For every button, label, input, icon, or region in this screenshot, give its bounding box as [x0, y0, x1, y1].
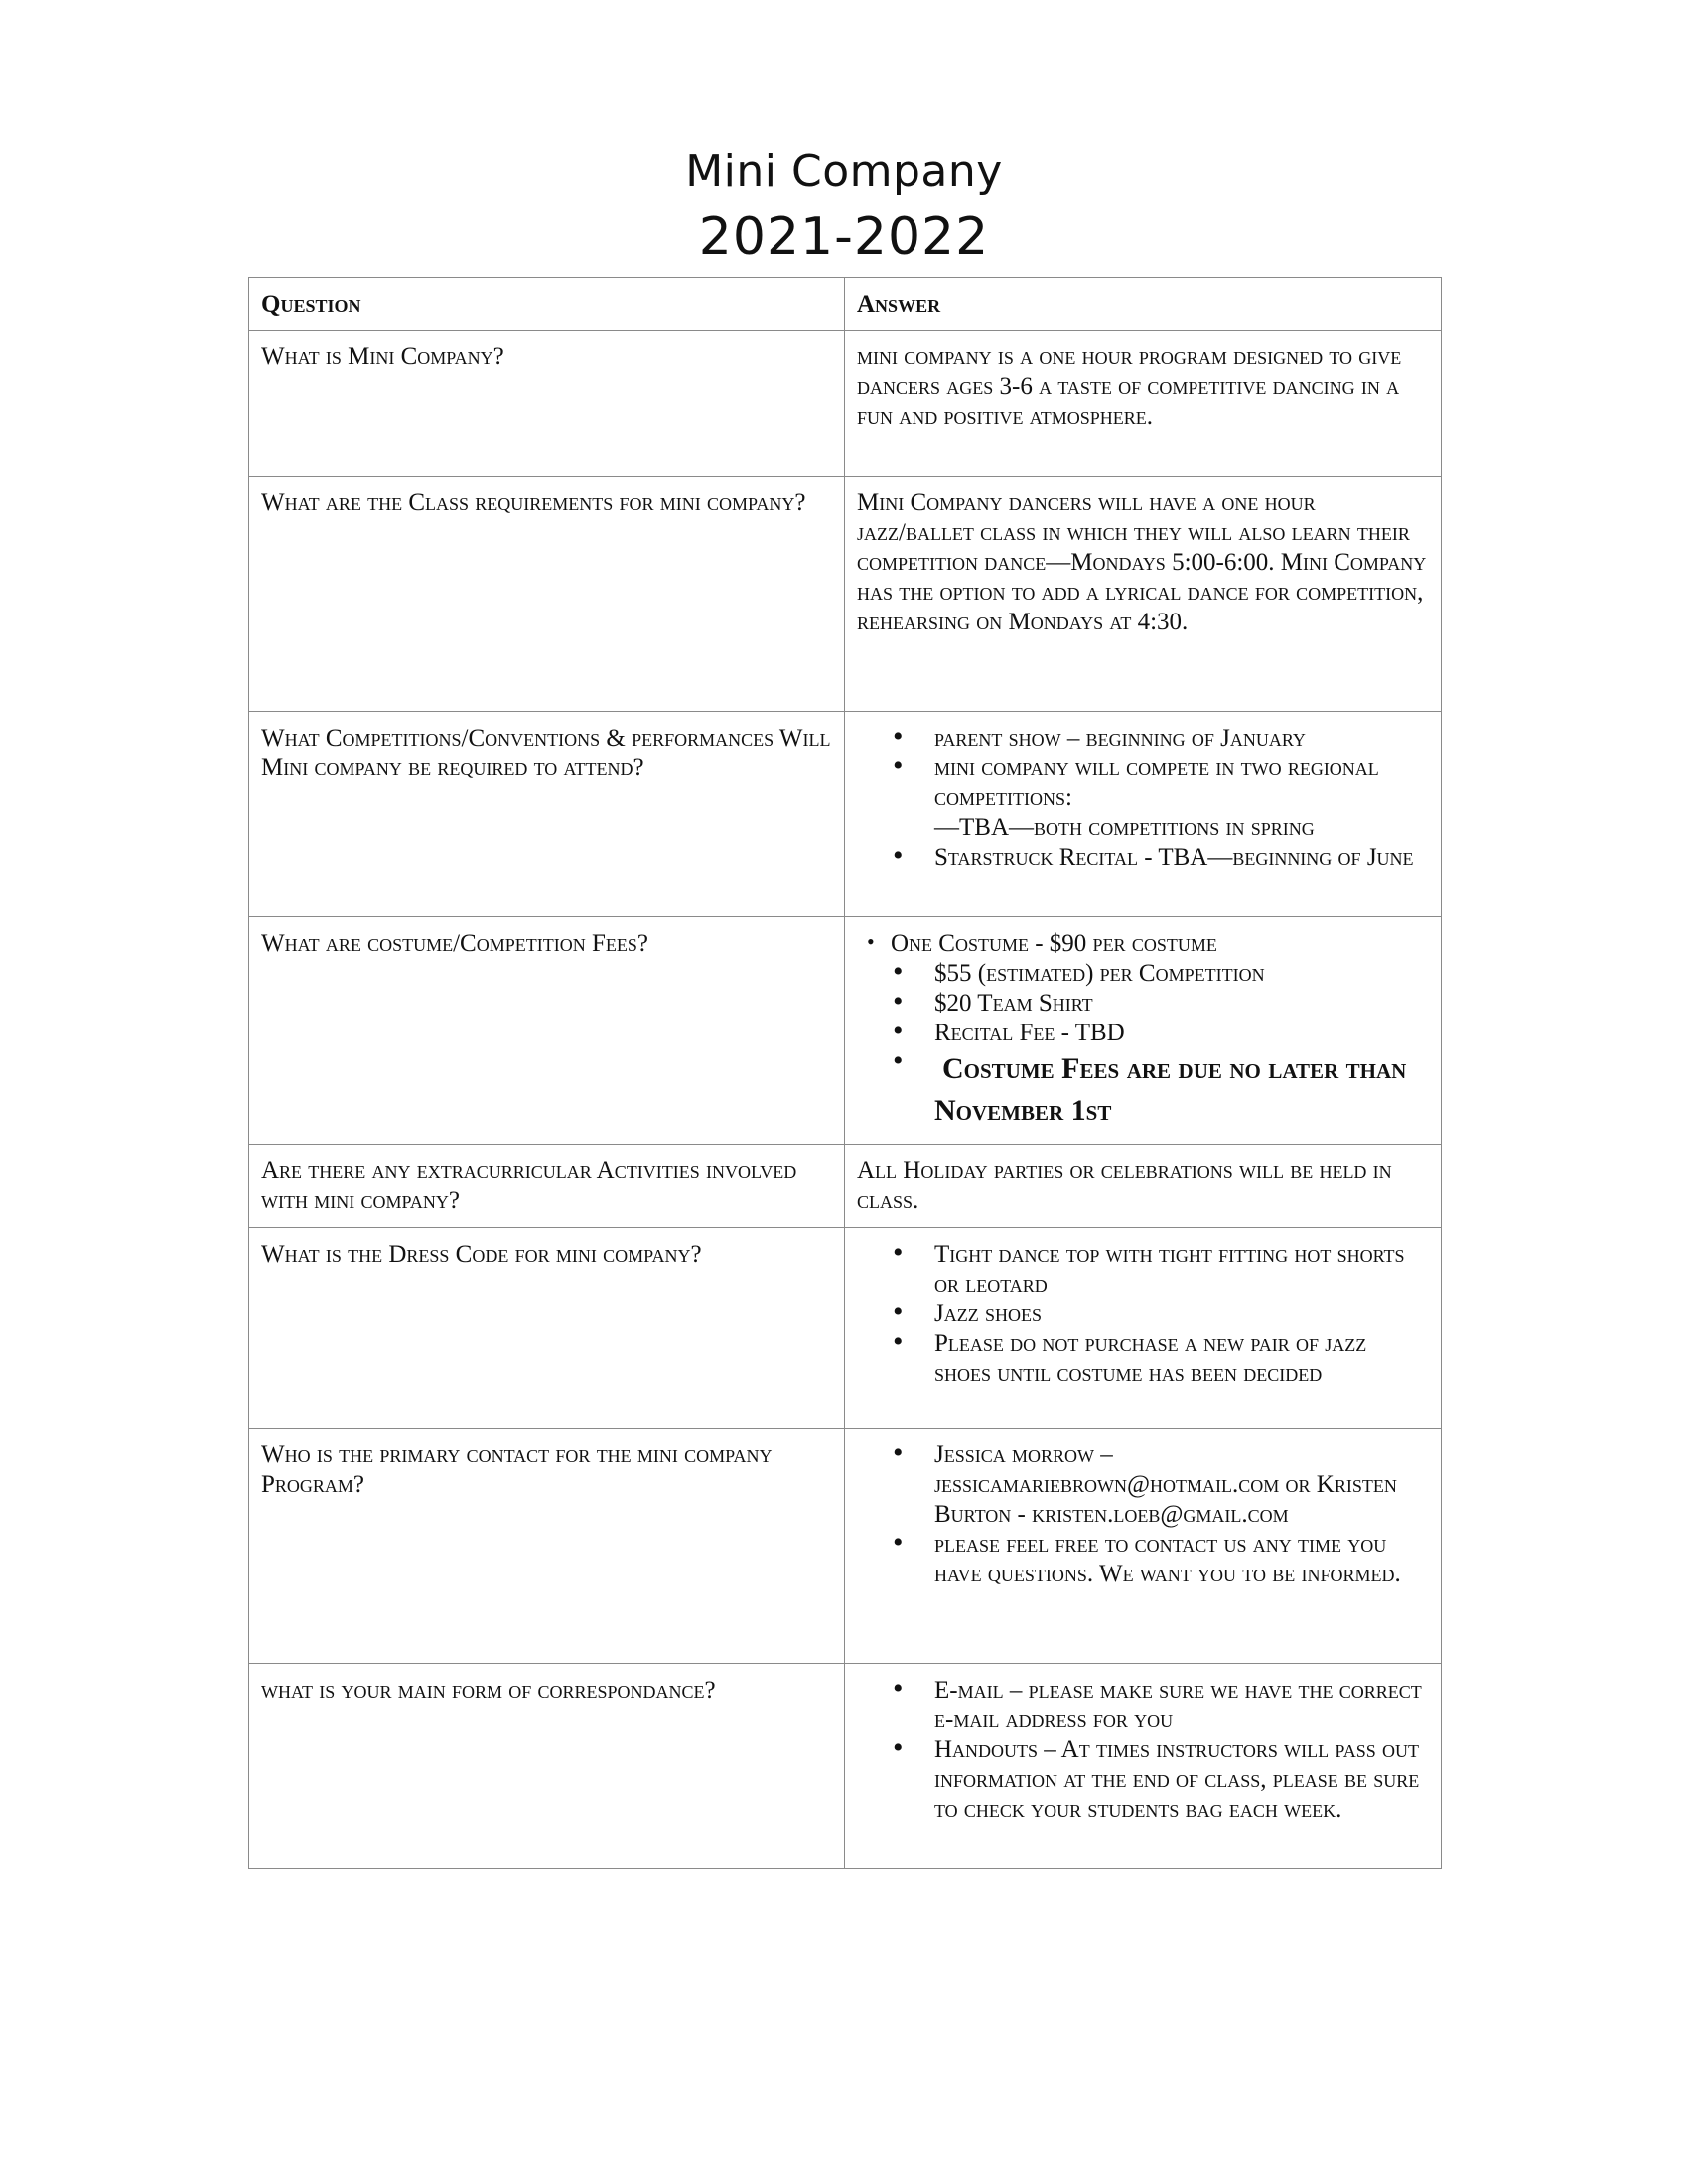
list-item: • please feel free to contact us any time you have questions. We want you to be informed. [934, 1530, 1429, 1589]
table-row [249, 1145, 1442, 1228]
list-item: • Handouts – At times instructors will pass out information at the end of class, please be sure to check your students bag each week. [934, 1735, 1429, 1825]
table-row [249, 1664, 1442, 1869]
list-item: • $55 (estimated) per Competition [934, 959, 1429, 989]
list-item: • Tight dance top with tight fitting hot shorts or leotard [934, 1240, 1429, 1299]
table-row [249, 331, 1442, 477]
answer-bullet-list [857, 724, 1429, 873]
list-item: • $20 Team Shirt [934, 989, 1429, 1019]
table-row [249, 1228, 1442, 1429]
list-item: • E-mail – please make sure we have the correct e-mail address for you [934, 1676, 1429, 1735]
list-item: • Recital Fee - TBD [934, 1019, 1429, 1048]
answer-first-bullet [857, 929, 1429, 959]
list-item: • Please do not purchase a new pair of jazz shoes until costume has been decided [934, 1329, 1429, 1389]
table-header-row [249, 278, 1442, 331]
answer-cell [845, 1664, 1442, 1869]
list-item: • Jazz shoes [934, 1299, 1429, 1329]
answer-cell [845, 917, 1442, 1145]
answer-cell [845, 1228, 1442, 1429]
list-item: • mini company will compete in two regional competitions: [934, 753, 1429, 813]
list-item: • Starstruck Recital - TBA—beginning of June [934, 843, 1429, 873]
list-item: • One Costume - $90 per costume [891, 929, 1429, 959]
table-row [249, 917, 1442, 1145]
table-row [249, 712, 1442, 917]
answer-cell: All Holiday parties or celebrations will be held in class. [845, 1145, 1442, 1228]
faq-table [248, 277, 1442, 1869]
table-row [249, 477, 1442, 712]
question-cell: What Competitions/Conventions & performances Will Mini company be required to attend? [249, 712, 845, 917]
list-item: • parent show – beginning of January [934, 724, 1429, 753]
list-item-emphasis [934, 1048, 1429, 1132]
answer-bullet-list [857, 959, 1429, 1132]
question-cell: Are there any extracurricular Activities involved with mini company? [249, 1145, 845, 1228]
list-item: • Jessica morrow – jessicamariebrown@hotmail.com or Kristen Burton - kristen.loeb@gmail.com [934, 1440, 1429, 1530]
question-cell: Who is the primary contact for the mini company Program? [249, 1429, 845, 1664]
answer-bullet-list [857, 1440, 1429, 1589]
document-title [0, 139, 1688, 270]
title-program-name: Mini Company [685, 146, 1003, 197]
question-cell: what is your main form of correspondance? [249, 1664, 845, 1869]
answer-cell [845, 1429, 1442, 1664]
fee-deadline-text: Costume Fees are due no later than November 1st [934, 1052, 1407, 1127]
list-item-continuation: —TBA—both competitions in spring [934, 814, 1315, 841]
answer-cell: mini company is a one hour program designed to give dancers ages 3-6 a taste of competitive dancing in a fun and positive atmosphere. [845, 331, 1442, 477]
question-cell: What is the Dress Code for mini company? [249, 1228, 845, 1429]
answer-bullet-list [857, 1676, 1429, 1825]
header-question: Question [249, 278, 845, 331]
answer-cell: Mini Company dancers will have a one hour jazz/ballet class in which they will also learn their competition dance—Mondays 5:00-6:00. Mini Company has the option to add a lyrical dance for competition, rehearsing on Mondays at 4:30. [845, 477, 1442, 712]
header-answer: Answer [845, 278, 1442, 331]
table-row [249, 1429, 1442, 1664]
answer-bullet-list [857, 1240, 1429, 1389]
title-season: 2021-2022 [698, 207, 990, 267]
question-cell: What is Mini Company? [249, 331, 845, 477]
question-cell: What are costume/Competition Fees? [249, 917, 845, 1145]
answer-cell [845, 712, 1442, 917]
question-cell: What are the Class requirements for mini company? [249, 477, 845, 712]
